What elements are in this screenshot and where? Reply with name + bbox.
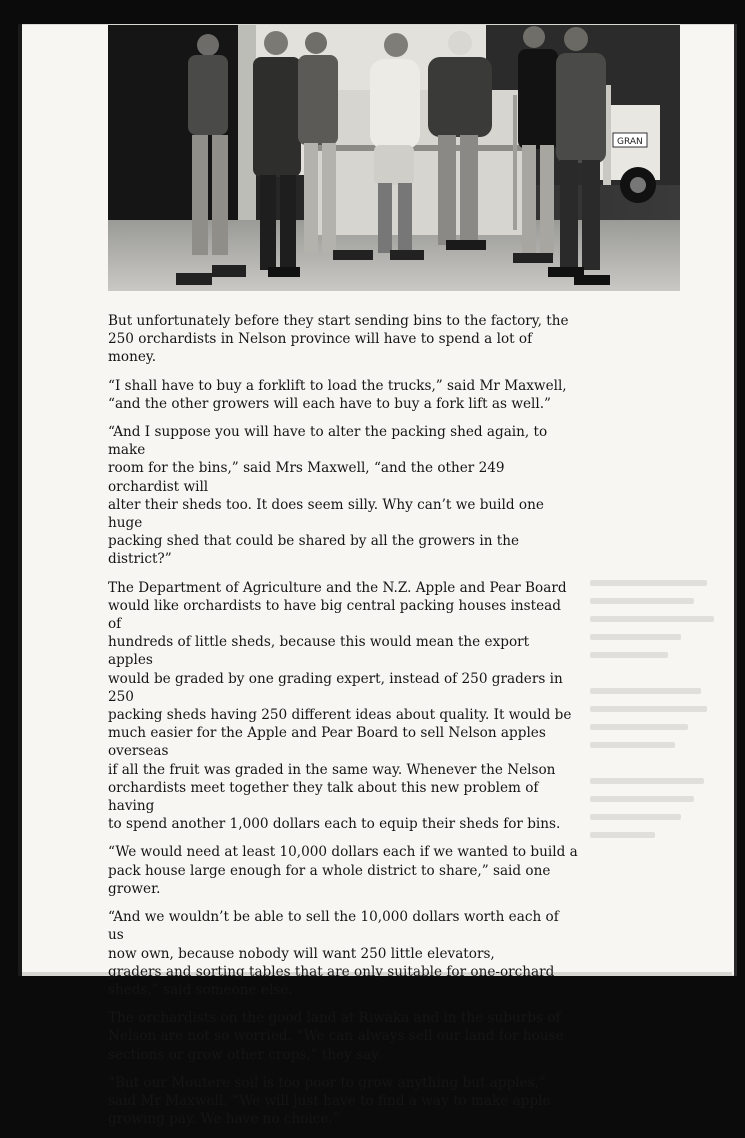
paragraph: “But our Moutere soil is too poor to grow anything but apples,” said Mr Maxwell. “We will just have to find a way to make apple growing pay. We have no choice.”	[108, 1074, 551, 1128]
paragraph: “And I suppose you will have to alter the packing shed again, to make room for the bins,” said Mrs Maxwell, “and the other 249 orchardist will alter their sheds too. It does seem silly. Why can’t we build one huge packing shed that could be shared by all the growers in the district?”	[108, 424, 548, 568]
binding-edge	[18, 24, 22, 976]
paragraph: “I shall have to buy a forklift to load the trucks,” said Mr Maxwell, “and the other growers will each have to buy a fork lift as well.”	[108, 377, 567, 412]
page-edge	[734, 24, 737, 976]
article-body	[108, 312, 578, 1138]
orchardists-group-photo-icon	[108, 25, 680, 291]
paragraph: The Department of Agriculture and the N.Z. Apple and Pear Board would like orchardists to have big central packing houses instead of hundreds of little sheds, because this would mean the export apples would be graded by one grading expert, instead of 250 graders in 250 packing sheds having 250 different ideas about quality. It would be much easier for the Apple and Pear Board to sell Nelson apples overseas if all the fruit was graded in the same way. Whenever the Nelson orchardists meet together they talk about this new problem of having to spend another 1,000 dollars each to equip their sheds for bins.	[108, 579, 572, 833]
paragraph: “And we wouldn’t be able to sell the 10,000 dollars worth each of us now own, because nobody will want 250 little elevators, graders and sorting tables that are only suitable for one-orchard sheds,” said someone else.	[108, 909, 559, 998]
orchardists-photo	[108, 25, 680, 291]
show-through-text	[590, 580, 720, 940]
paragraph: But unfortunately before they start sending bins to the factory, the 250 orchardists in Nelson province will have to spend a lot of money.	[108, 313, 569, 366]
forklift-label: GRAN	[617, 137, 643, 147]
paragraph: “We would need at least 10,000 dollars each if we wanted to build a pack house large enough for a whole district to share,” said one grower.	[108, 844, 578, 897]
paragraph: The orchardists on the good land at Riwaka and in the suburbs of Nelson are not so worried. “We can always sell our land for house sections or grow other crops,” they say.	[108, 1010, 564, 1063]
